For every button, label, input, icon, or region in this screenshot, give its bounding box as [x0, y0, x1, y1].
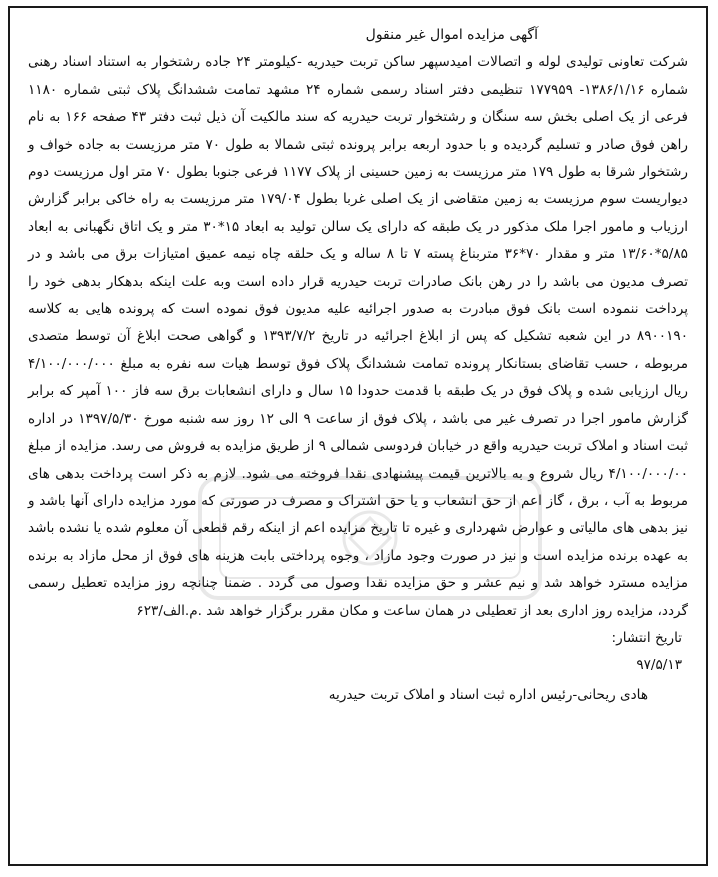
- publish-date: ۹۷/۵/۱۳: [636, 657, 682, 674]
- notice-frame: [8, 6, 708, 866]
- signature: هادی ریحانی-رئیس اداره ثبت اسناد و املاک تربت حیدریه: [328, 686, 648, 703]
- notice-paragraph: شرکت تعاونی تولیدی لوله و اتصالات امیدسپهر ساکن تربت حیدریه -کیلومتر ۲۴ جاده رشتخوار به استناد اسناد رهنی شماره ۱۳۸۶/۱/۱۶- ۱۷۷۹۵۹ تنظیمی دفتر اسناد رسمی شماره ۲۴ مشهد تمامت ششدانگ پلاک ثبتی شماره ۱۱۸۰ فرعی از یک اصلی بخش سه سنگان و رشتخوار تربت حیدریه که سند مالکیت آن ذیل ثبت دفتر ۴۳ صفحه ۱۶۶ به نام راهن فوق صادر و تسلیم گردیده و با حدود اربعه برابر پرونده ثبتی شمالا به طول ۷۰ متر مرزیست به جاده خواف و رشتخوار شرقا به طول ۱۷۹ متر مرزیست به زمین حسینی از پلاک ۱۱۷۷ فرعی جنوبا بطول ۷۰ متر اول مرزیست دوم دیواریست سوم مرزیست به زمین متقاضی از یک اصلی غربا بطول ۱۷۹/۰۴ متر مرزیست به راه خاکی برابر گزارش ارزیاب و مامور اجرا ملک مذکور در یک طبقه که دارای یک سالن تولید به ابعاد ۱۵*۳۰ متر و یک اتاق نگهبانی به ابعاد ۵/۸۵*۱۳/۶۰ متر و مقدار ۷۰*۳۶ متربناغ پسته ۷ تا ۸ ساله و یک حلقه چاه نیمه عمیق امتیازات برق می باشد و در تصرف مدیون می باشد را در رهن بانک صادرات تربت حیدریه قرار داده است وبه علت اینکه بدهکار بدهی خود را پرداخت ننموده است بانک فوق مبادرت به صدور اجرائیه علیه مدیون فوق نموده است که پرونده هایی به کلاسه ۸۹۰۰۱۹۰ در این شعبه تشکیل که پس از ابلاغ اجرائیه در تاریخ ۱۳۹۳/۷/۲ و گواهی صحت ابلاغ آن توسط متصدی مربوطه ، حسب تقاضای بستانکار پرونده تمامت ششدانگ پلاک فوق توسط هیات سه نفره به مبلغ ۴/۱۰۰/۰۰۰/۰۰۰ ریال ارزیابی شده و پلاک فوق در یک طبقه با قدمت حدودا ۱۵ سال و دارای انشعابات برق سه فاز ۱۰۰ آمپر که برابر گزارش مامور اجرا در تصرف غیر می باشد ، پلاک فوق از ساعت ۹ الی ۱۲ روز سه شنبه مورخ ۱۳۹۷/۵/۳۰ در اداره ثبت اسناد و املاک تربت حیدریه واقع در خیابان فردوسی شمالی ۹ از طریق مزایده به فروش می رسد. مزایده از مبلغ ۴/۱۰۰/۰۰۰/۰۰ ریال شروع و به بالاترین قیمت پیشنهادی نقدا فروخته می شود. لازم به ذکر است پرداخت بدهی های مربوط به آب ، برق ، گاز اعم از حق انشعاب و یا حق اشتراک و مصرف در صورتی که مورد مزایده دارای آنها باشد و نیز بدهی های مالیاتی و عوارض شهرداری و غیره تا تاریخ مزایده اعم از اینکه رقم قطعی آن معلوم شده یا نشده باشد به عهده برنده مزایده است و نیز در صورت وجود مازاد ، وجوه پرداختی بابت هزینه های فوق از محل مازاد به برنده مزایده مسترد خواهد شد و نیم عشر و حق مزایده نقدا وصول می گردد . ضمنا چنانچه روز مزایده تعطیل رسمی گردد، مزایده روز اداری بعد از تعطیلی در همان ساعت و مکان مقرر برگزار خواهد شد .م.الف/۶۲۳: [28, 54, 689, 619]
- notice-body: [28, 22, 688, 709]
- notice-title: آگهی مزایده اموال غیر منقول: [365, 27, 538, 43]
- publish-date-label: تاریخ انتشار:: [611, 629, 682, 646]
